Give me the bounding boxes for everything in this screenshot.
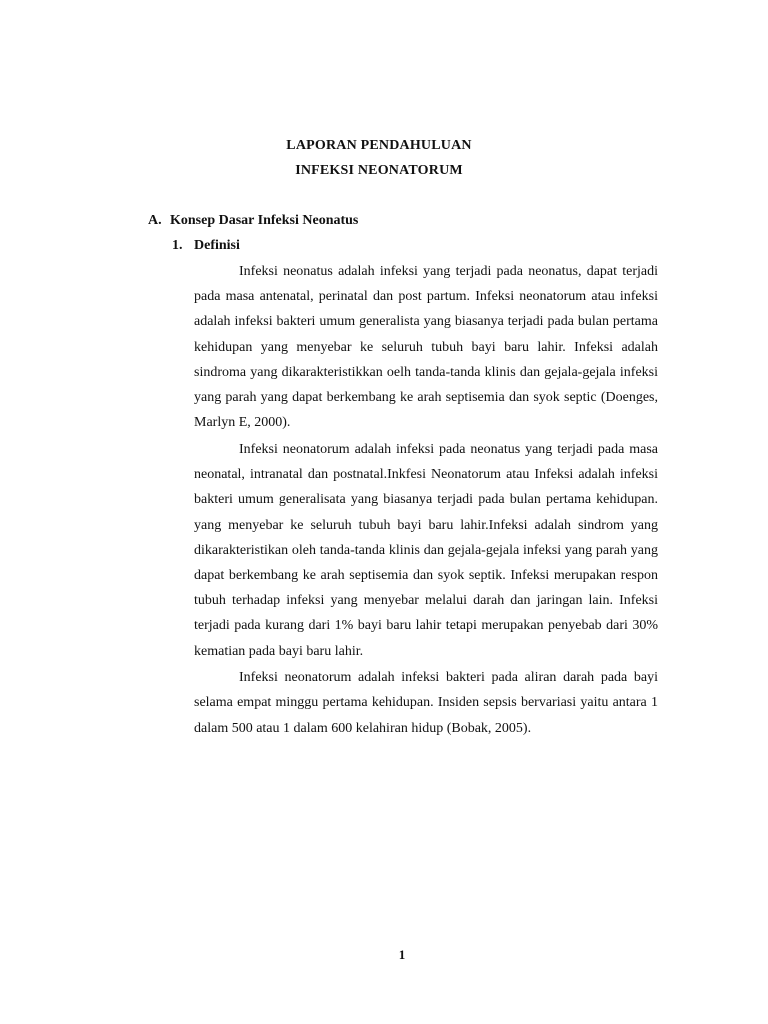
paragraph: Infeksi neonatorum adalah infeksi pada neonatus yang terjadi pada masa neonatal, intranatal dan postnatal.Inkfesi Neonatorum atau Infeksi adalah infeksi bakteri umum generalisata yang biasanya terjadi pada bulan pertama kehidupan. yang menyebar ke seluruh tubuh bayi baru lahir.Infeksi adalah sindrom yang dikarakteristikan oleh tanda-tanda klinis dan gejala-gejala infeksi yang parah yang dapat berkembang ke arah septisemia dan syok septik. Infeksi merupakan respon tubuh terhadap infeksi yang menyebar melalui darah dan jaringan lain. Infeksi terjadi pada kurang dari 1% bayi baru lahir tetapi merupakan penyebab dari 30% kematian pada bayi baru lahir. xyxy=(194,441,658,659)
paragraph: Infeksi neonatus adalah infeksi yang terjadi pada neonatus, dapat terjadi pada masa antenatal, perinatal dan post partum. Infeksi neonatorum atau infeksi adalah infeksi bakteri umum generalista yang biasanya terjadi pada bulan pertama kehidupan yang menyebar ke seluruh tubuh bayi baru lahir. Infeksi adalah sindroma yang dikarakteristikkan oelh tanda-tanda klinis dan gejala-gejala infeksi yang parah yang dapat berkembang ke arah septisemia dan syok septic (Doenges, Marlyn E, 2000). xyxy=(194,264,658,431)
document-subtitle: INFEKSI NEONATORUM xyxy=(295,163,463,178)
document-title: LAPORAN PENDAHULUAN xyxy=(286,138,472,153)
paragraph: Infeksi neonatorum adalah infeksi bakteri pada aliran darah pada bayi selama empat minggu pertama kehidupan. Insiden sepsis bervariasi yaitu antara 1 dalam 500 atau 1 dalam 600 kelahiran hidup (Bobak, 2005). xyxy=(194,670,658,736)
section-heading xyxy=(148,213,358,229)
body-text xyxy=(194,259,658,742)
subsection-heading-text: Definisi xyxy=(194,238,240,253)
subsection-heading xyxy=(172,238,240,254)
section-marker: A. xyxy=(148,213,162,228)
subsection-marker: 1. xyxy=(172,238,183,253)
section-heading-text: Konsep Dasar Infeksi Neonatus xyxy=(170,213,359,228)
page-number: 1 xyxy=(398,947,406,962)
